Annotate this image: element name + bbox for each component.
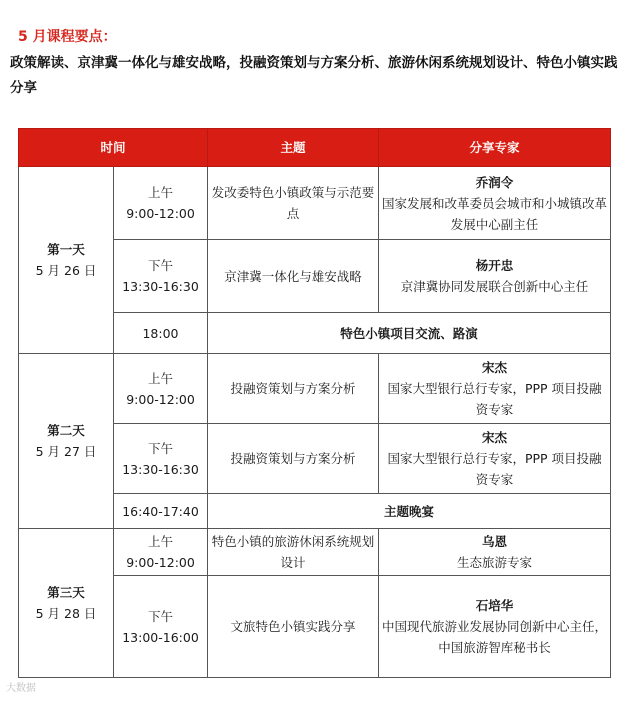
expert-title: 国家大型银行总行专家，PPP 项目投融资专家 <box>387 451 602 487</box>
expert-title: 国家大型银行总行专家，PPP 项目投融资专家 <box>387 381 602 417</box>
time-cell: 16:40-17:40 <box>114 494 208 529</box>
session-time: 9:00-12:00 <box>126 391 195 407</box>
day-cell <box>19 354 114 529</box>
session-time: 9:00-12:00 <box>126 206 195 221</box>
expert-title: 中国现代旅游业发展协同创新中心主任，中国旅游智库秘书长 <box>382 619 608 655</box>
schedule-table <box>18 128 611 678</box>
day-date: 5 月 26 日 <box>35 263 97 278</box>
topic-cell: 投融资策划与方案分析 <box>208 354 379 424</box>
expert-name: 宋杰 <box>482 430 508 445</box>
session-period: 下午 <box>148 608 174 624</box>
topic-cell: 发改委特色小镇政策与示范要点 <box>208 167 379 240</box>
expert-name: 乔润令 <box>475 174 514 190</box>
day-date: 5 月 27 日 <box>35 444 97 459</box>
session-period: 上午 <box>148 534 174 549</box>
header-time: 时间 <box>19 129 208 167</box>
table-row <box>19 167 611 240</box>
time-cell <box>114 354 208 424</box>
time-cell <box>114 240 208 313</box>
topic-cell: 特色小镇的旅游休闲系统规划设计 <box>208 529 379 576</box>
session-time: 9:00-12:00 <box>126 555 195 570</box>
session-time: 13:00-16:00 <box>122 629 199 645</box>
session-period: 上午 <box>148 185 174 200</box>
session-period: 上午 <box>148 370 174 386</box>
expert-name: 乌恩 <box>482 534 508 549</box>
day-label: 第一天 <box>47 242 85 257</box>
session-time: 13:30-16:30 <box>122 279 199 294</box>
expert-cell <box>379 354 611 424</box>
event-cell: 主题晚宴 <box>208 494 611 529</box>
expert-title: 生态旅游专家 <box>457 555 533 570</box>
session-time: 13:30-16:30 <box>122 461 199 477</box>
day-label: 第二天 <box>47 423 85 438</box>
topic-cell: 文旅特色小镇实践分享 <box>208 576 379 678</box>
topic-cell: 投融资策划与方案分析 <box>208 424 379 494</box>
time-cell <box>114 167 208 240</box>
expert-name: 宋杰 <box>482 360 508 375</box>
header-topic: 主题 <box>208 129 379 167</box>
day-date: 5 月 28 日 <box>35 606 97 621</box>
event-cell: 特色小镇项目交流、路演 <box>208 313 611 354</box>
table-header-row <box>19 129 611 167</box>
watermark: 大数据 <box>6 683 36 694</box>
session-period: 下午 <box>148 440 174 456</box>
course-summary: 政策解读、京津冀一体化与雄安战略，投融资策划与方案分析、旅游休闲系统规划设计、特色小镇实践分享 <box>10 55 618 96</box>
expert-cell <box>379 576 611 678</box>
header-expert: 分享专家 <box>379 129 611 167</box>
time-cell: 18:00 <box>114 313 208 354</box>
expert-name: 杨开忠 <box>475 258 514 273</box>
table-row <box>19 529 611 576</box>
expert-title: 京津冀协同发展联合创新中心主任 <box>400 279 589 294</box>
expert-cell <box>379 424 611 494</box>
expert-cell <box>379 240 611 313</box>
table-row <box>19 354 611 424</box>
day-cell <box>19 529 114 678</box>
day-label: 第三天 <box>47 585 85 600</box>
day-cell <box>19 167 114 354</box>
page-heading: 5 月课程要点： <box>18 29 117 45</box>
session-period: 下午 <box>148 258 174 273</box>
expert-name: 石培华 <box>475 598 514 613</box>
expert-cell <box>379 529 611 576</box>
topic-cell: 京津冀一体化与雄安战略 <box>208 240 379 313</box>
time-cell <box>114 424 208 494</box>
expert-title: 国家发展和改革委员会城市和小城镇改革发展中心副主任 <box>382 195 608 232</box>
time-cell <box>114 529 208 576</box>
expert-cell <box>379 167 611 240</box>
time-cell <box>114 576 208 678</box>
